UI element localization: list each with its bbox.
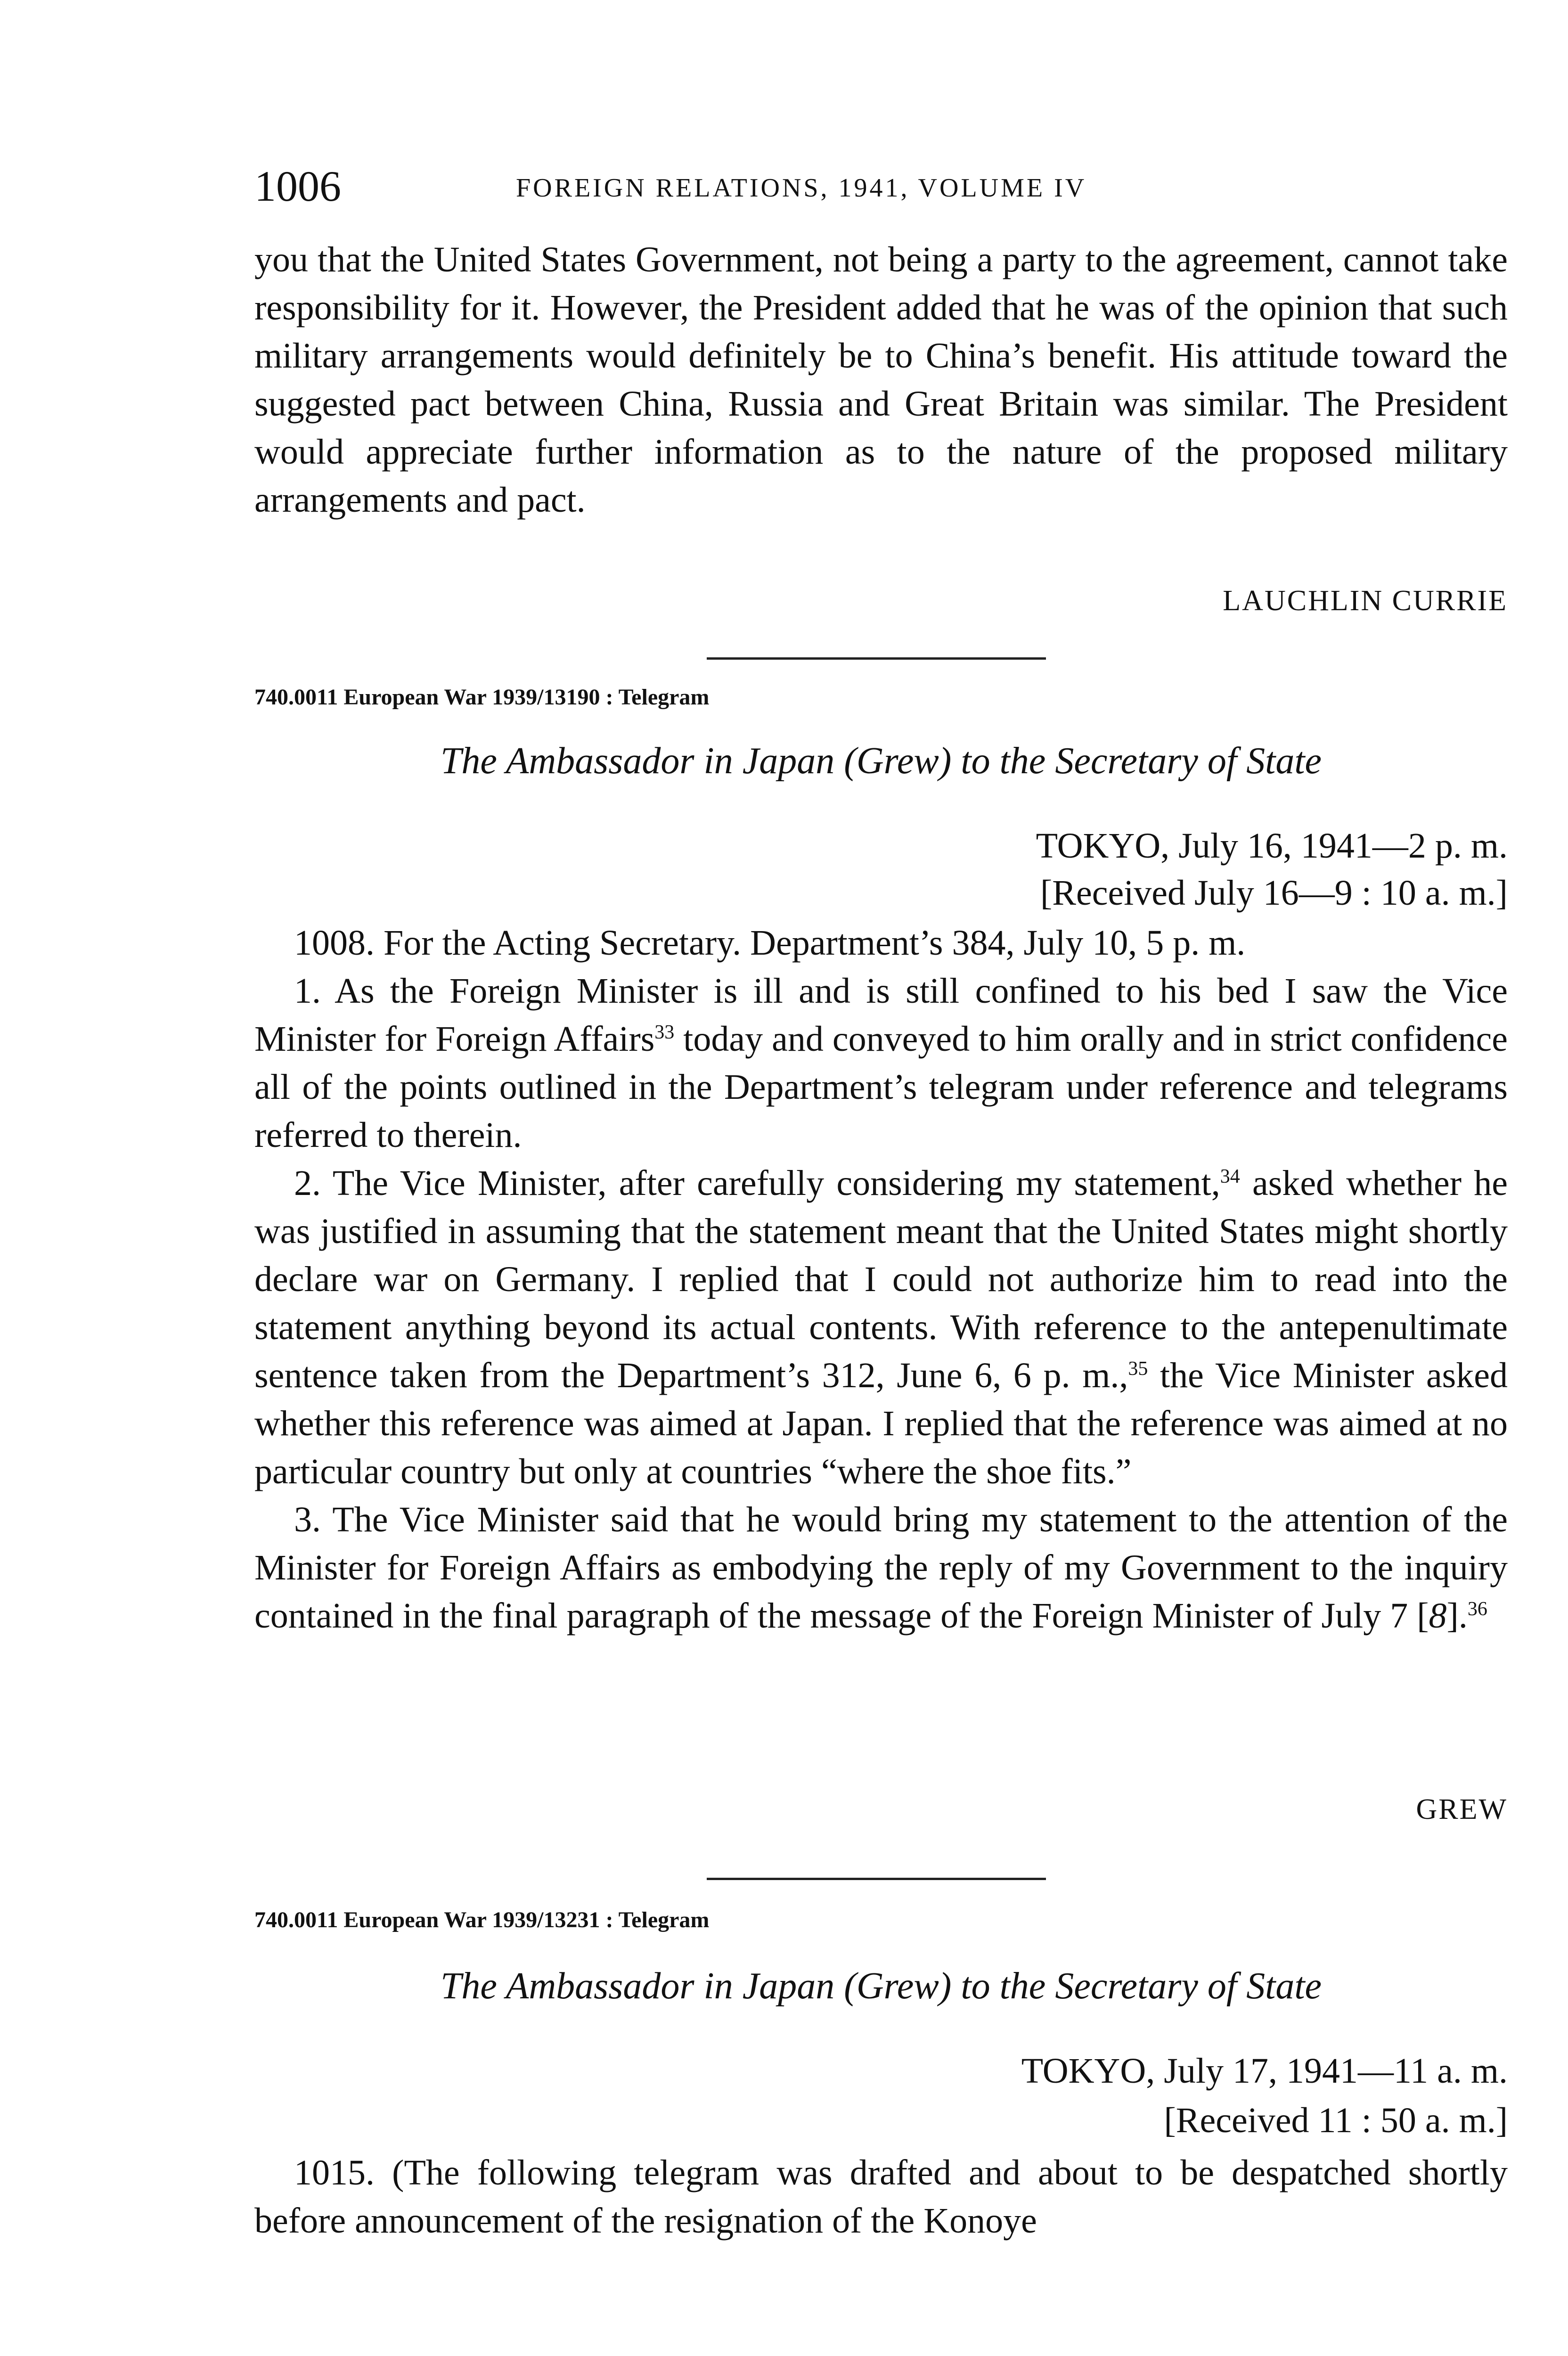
- section-divider: [707, 657, 1046, 660]
- telegram-paragraph-1: 1. As the Foreign Minister is ill and is still confined to his bed I saw the Vice Minister for Foreign Affairs$^{33}$ today and conveyed to him orally and in strict confidence all of the points outlined in the Department’s telegram under reference and telegrams referred to therein.: [254, 971, 1508, 1155]
- received-line: [Received 11 : 50 a. m.]: [1164, 2101, 1508, 2140]
- telegram-body: [254, 919, 1508, 1640]
- footnote-ref: 36: [1467, 1598, 1487, 1620]
- running-head: FOREIGN RELATIONS, 1941, VOLUME IV: [516, 173, 1087, 203]
- document-title: The Ambassador in Japan (Grew) to the Secretary of State: [440, 1965, 1322, 2007]
- document-title: The Ambassador in Japan (Grew) to the Secretary of State: [440, 740, 1322, 782]
- signature-grew: GREW: [1416, 1793, 1508, 1825]
- footnote-ref: 35: [1128, 1358, 1148, 1380]
- page-header: [254, 158, 1508, 214]
- telegram-opening: 1008. For the Acting Secretary. Department’s 384, July 10, 5 p. m.: [294, 923, 1246, 963]
- signature-currie: LAUCHLIN CURRIE: [1223, 585, 1508, 617]
- received-line: [Received July 16—9 : 10 a. m.]: [1040, 873, 1508, 913]
- telegram-paragraph-3: 3. The Vice Minister said that he would bring my statement to the attention of the Minister for Foreign Affairs as embodying the reply of my Government to the inquiry contained in the final paragraph of the message of the Foreign Minister of July 7 [8].$^{36}$: [254, 1500, 1508, 1636]
- file-reference: 740.0011 European War 1939/13190 : Telegram: [254, 685, 710, 710]
- footnote-ref: 34: [1220, 1166, 1240, 1187]
- continued-memo: [254, 236, 1508, 524]
- telegram-paragraph-2: 2. The Vice Minister, after carefully considering my statement,$^{34}$ asked whether he was justified in assuming that the statement meant that the United States might shortly declare war on Germany. I replied that I could not authorize him to read into the statement anything beyond its actual contents. With reference to the antepenultimate sentence taken from the Department’s 312, June 6, 6 p. m.,$^{35}$ the Vice Minister asked whether this reference was aimed at Japan. I replied that the reference was aimed at no particular country but only at countries “where the shoe fits.”: [254, 1163, 1508, 1491]
- page-number: 1006: [254, 162, 341, 210]
- telegram-body: [254, 2149, 1508, 2245]
- dateline: TOKYO, July 17, 1941—11 a. m.: [1021, 2051, 1508, 2091]
- footnote-ref: 33: [654, 1022, 675, 1043]
- memo-paragraph: you that the United States Government, not being a party to the agreement, cannot take responsibility for it. However, the President added that he was of the opinion that such military arrangements would definitely be to China’s benefit. His attitude toward the suggested pact between China, Russia and Great Britain was similar. The President would appreciate further information as to the nature of the proposed military arrangements and pact.: [254, 240, 1508, 520]
- section-divider: [707, 1878, 1046, 1880]
- telegram-opening: 1015. (The following telegram was drafted and about to be despatched shortly before announcement of the resignation of the Konoye: [254, 2153, 1508, 2241]
- file-reference: 740.0011 European War 1939/13231 : Telegram: [254, 1907, 710, 1932]
- dateline: TOKYO, July 16, 1941—2 p. m.: [1036, 826, 1508, 866]
